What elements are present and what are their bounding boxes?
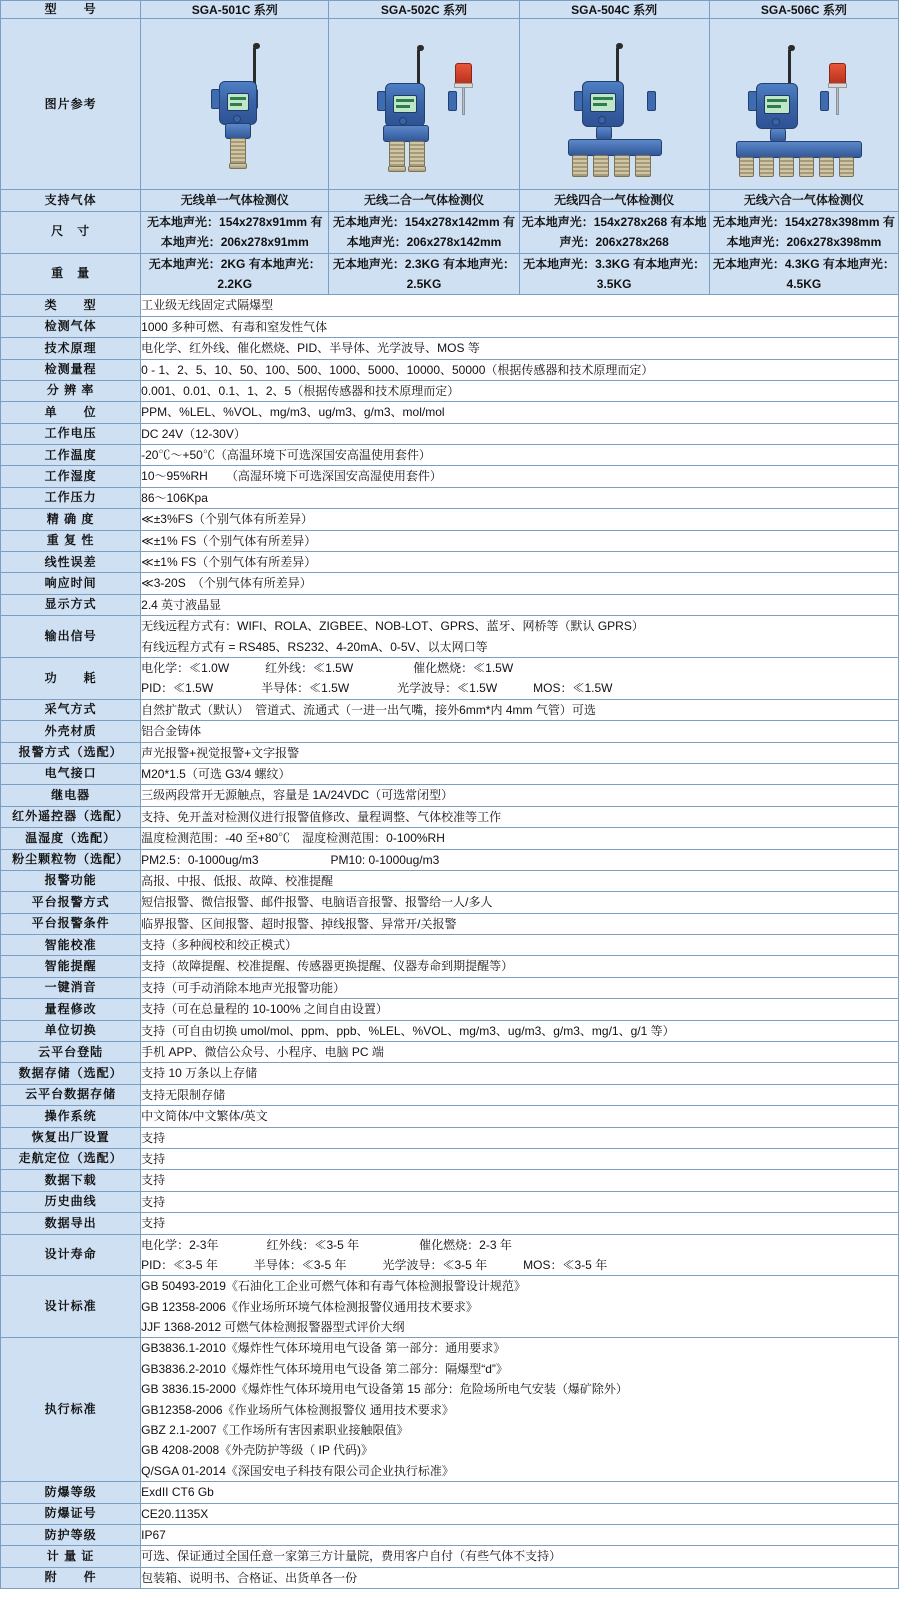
table-row-spec [1, 1338, 899, 1482]
row-label: 温湿度（选配） [1, 828, 141, 849]
row-value [141, 295, 899, 316]
row-value-line: 温度检测范围：-40 至+80℃ 湿度检测范围：0-100%RH [141, 831, 445, 846]
table-row-spec [1, 616, 899, 658]
row-value-line: GB 50493-2019《石油化工企业可燃气体和有毒气体检测报警设计规范》 [141, 1279, 526, 1294]
row-value [141, 828, 899, 849]
row-value [141, 1503, 899, 1524]
row-value-line: DC 24V（12-30V） [141, 426, 246, 441]
table-row-spec [1, 1127, 899, 1148]
row-label: 显示方式 [1, 594, 141, 615]
row-label: 智能提醒 [1, 956, 141, 977]
row-value-line: 可选、保证通过全国任意一家第三方计量院，费用客户自付（有些气体不支持） [141, 1549, 562, 1564]
row-value [141, 849, 899, 870]
alarm-beacon-icon [829, 63, 846, 85]
device-image-cell-3 [519, 19, 709, 190]
table-row-model-header [1, 1, 899, 19]
table-row-spec [1, 1525, 899, 1546]
row-value-line: 电化学：2-3年 红外线：≪3-5 年 催化燃烧：2-3 年 [141, 1237, 512, 1252]
table-row-spec [1, 1191, 899, 1212]
table-row-spec [1, 445, 899, 466]
row-value-line: -20℃～+50℃（高温环境下可选深国安高温使用套件） [141, 448, 431, 463]
row-value-line: ≪±1% FS（个别气体有所差异） [141, 533, 317, 548]
row-label: 分 辨 率 [1, 380, 141, 401]
row-label: 计 量 证 [1, 1546, 141, 1567]
row-value-line: GB12358-2006《作业场所气体检测报警仪 通用技术要求》 [141, 1402, 454, 1417]
table-row-spec [1, 956, 899, 977]
device-image-cell-1 [141, 19, 329, 190]
row-label: 恢复出厂设置 [1, 1127, 141, 1148]
table-row-spec [1, 1503, 899, 1524]
row-label: 电气接口 [1, 763, 141, 784]
row-label: 线性误差 [1, 552, 141, 573]
weight-2 [329, 253, 519, 295]
row-label: 操作系统 [1, 1106, 141, 1127]
row-label: 继电器 [1, 785, 141, 806]
row-label: 类 型 [1, 295, 141, 316]
table-row-spec [1, 1546, 899, 1567]
row-value [141, 1213, 899, 1234]
row-value [141, 1276, 899, 1338]
row-value-line: ≪3-20S （个别气体有所差异） [141, 576, 312, 591]
table-row-spec [1, 380, 899, 401]
weight-1-line-2: 有本地声光：2.2KG [217, 256, 321, 291]
row-label: 工作压力 [1, 487, 141, 508]
table-row-spec [1, 1084, 899, 1105]
table-body [1, 1, 899, 1589]
model-header-2: SGA-502C 系列 [329, 1, 519, 19]
table-row-spec [1, 699, 899, 720]
table-row-spec [1, 935, 899, 956]
row-value [141, 1482, 899, 1503]
row-label: 一键消音 [1, 977, 141, 998]
row-label: 粉尘颗粒物（选配） [1, 849, 141, 870]
row-value [141, 699, 899, 720]
row-value [141, 466, 899, 487]
supported-gas-4: 无线六合一气体检测仪 [709, 190, 898, 211]
row-value [141, 616, 899, 658]
row-value-line: 无线远程方式有：WIFI、ROLA、ZIGBEE、NOB-LOT、GPRS、蓝牙、网桥等（默认 GPRS） [141, 619, 644, 634]
table-row-spec [1, 295, 899, 316]
row-value-line: 三级两段常开无源触点，容量是 1A/24VDC（可选常闭型） [141, 788, 454, 803]
row-label: 报警方式（选配） [1, 742, 141, 763]
row-label-model: 型 号 [1, 1, 141, 19]
weight-2-line-2: 有本地声光：2.5KG [406, 256, 515, 291]
weight-3-line-2: 有本地声光：3.5KG [596, 256, 706, 291]
row-label-supported-gas: 支持气体 [1, 190, 141, 211]
row-label: 精 确 度 [1, 509, 141, 530]
table-row-spec [1, 806, 899, 827]
row-value [141, 1234, 899, 1276]
row-value [141, 1063, 899, 1084]
row-value-line: 有线远程方式有 = RS485、RS232、4-20mA、0-5V、以太网口等 [141, 639, 488, 654]
row-value [141, 445, 899, 466]
dimension-4-line-1: 无本地声光：154x278x398mm [712, 214, 880, 229]
row-value-line: 0 - 1、2、5、10、50、100、500、1000、5000、10000、50000（根据传感器和技术原理而定） [141, 362, 654, 377]
table-row-spec [1, 1170, 899, 1191]
row-value [141, 1127, 899, 1148]
row-label: 数据存储（选配） [1, 1063, 141, 1084]
row-value-line: GB 4208-2008《外壳防护等级（ IP 代码)》 [141, 1443, 373, 1458]
row-value-line: CE20.1135X [141, 1506, 209, 1521]
row-label: 工作湿度 [1, 466, 141, 487]
row-label: 数据导出 [1, 1213, 141, 1234]
table-row-spec [1, 1482, 899, 1503]
row-label: 检测气体 [1, 316, 141, 337]
row-value [141, 338, 899, 359]
table-row-dimension [1, 211, 899, 253]
row-value [141, 1191, 899, 1212]
table-row-spec [1, 402, 899, 423]
row-label: 附 件 [1, 1567, 141, 1588]
device-image-cell-2 [329, 19, 519, 190]
row-label: 防护等级 [1, 1525, 141, 1546]
row-value-line: PM2.5：0-1000ug/m3 PM10: 0-1000ug/m3 [141, 852, 440, 867]
table-row-spec [1, 530, 899, 551]
row-value-line: 手机 APP、微信公众号、小程序、电脑 PC 端 [141, 1045, 384, 1060]
row-value [141, 763, 899, 784]
row-value [141, 806, 899, 827]
row-value [141, 892, 899, 913]
row-label: 防爆等级 [1, 1482, 141, 1503]
row-value-line: 支持 [141, 1173, 166, 1188]
row-value [141, 1106, 899, 1127]
row-label: 功 耗 [1, 657, 141, 699]
row-value-line: 支持 [141, 1151, 166, 1166]
table-row-spec [1, 849, 899, 870]
dimension-4 [709, 211, 898, 253]
weight-1 [141, 253, 329, 295]
row-value-line: PPM、%LEL、%VOL、mg/m3、ug/m3、g/m3、mol/mol [141, 405, 445, 420]
row-label: 重 复 性 [1, 530, 141, 551]
table-row-spec [1, 913, 899, 934]
row-label: 报警功能 [1, 870, 141, 891]
row-value-line: 支持无限制存储 [141, 1087, 226, 1102]
row-label: 平台报警方式 [1, 892, 141, 913]
model-header-1: SGA-501C 系列 [141, 1, 329, 19]
table-row-spec [1, 1106, 899, 1127]
row-value [141, 509, 899, 530]
row-label: 智能校准 [1, 935, 141, 956]
table-row-spec [1, 742, 899, 763]
weight-4 [709, 253, 898, 295]
row-value [141, 594, 899, 615]
dimension-1-line-1: 无本地声光：154x278x91mm [147, 214, 308, 229]
table-row-spec [1, 763, 899, 784]
table-row-spec [1, 573, 899, 594]
row-value-line: 短信报警、微信报警、邮件报警、电脑语音报警、报警给一人/多人 [141, 895, 493, 910]
table-row-supported-gas [1, 190, 899, 211]
row-value [141, 1338, 899, 1482]
table-row-spec [1, 1276, 899, 1338]
weight-2-line-1: 无本地声光：2.3KG [332, 256, 440, 271]
row-value [141, 487, 899, 508]
row-value [141, 423, 899, 444]
row-value-line: 电化学：≪1.0W 红外线：≪1.5W 催化燃烧：≪1.5W [141, 660, 514, 675]
table-row-spec [1, 1213, 899, 1234]
dimension-1 [141, 211, 329, 253]
row-value [141, 913, 899, 934]
row-value [141, 721, 899, 742]
row-value [141, 1170, 899, 1191]
row-label: 外壳材质 [1, 721, 141, 742]
row-value [141, 1148, 899, 1169]
row-value-line: 1000 多种可燃、有毒和窒发性气体 [141, 319, 328, 334]
row-value [141, 380, 899, 401]
table-row-spec [1, 1148, 899, 1169]
row-value [141, 1020, 899, 1041]
table-row-spec [1, 1567, 899, 1588]
row-value [141, 999, 899, 1020]
table-row-spec [1, 594, 899, 615]
table-row-spec [1, 359, 899, 380]
row-label: 检测量程 [1, 359, 141, 380]
table-row-spec [1, 657, 899, 699]
row-value-line: 支持 10 万条以上存储 [141, 1066, 258, 1081]
row-value [141, 657, 899, 699]
row-value-line: 支持（故障提醒、校准提醒、传感器更换提醒、仪器寿命到期提醒等） [141, 959, 514, 974]
table-row-spec [1, 870, 899, 891]
row-label-dimension: 尺 寸 [1, 211, 141, 253]
weight-3-line-1: 无本地声光：3.3KG [523, 256, 630, 271]
row-value-line: 支持 [141, 1194, 166, 1209]
row-value-line: 包装箱、说明书、合格证、出货单各一份 [141, 1570, 358, 1585]
row-label: 工作电压 [1, 423, 141, 444]
table-row-spec [1, 892, 899, 913]
table-row-weight [1, 253, 899, 295]
row-label: 单位切换 [1, 1020, 141, 1041]
row-label: 响应时间 [1, 573, 141, 594]
table-row-spec [1, 1042, 899, 1063]
row-value [141, 870, 899, 891]
row-label-weight: 重 量 [1, 253, 141, 295]
row-label: 工作温度 [1, 445, 141, 466]
table-row-spec [1, 1234, 899, 1276]
row-value-line: M20*1.5（可选 G3/4 螺纹） [141, 766, 291, 781]
row-value-line: ≪±1% FS（个别气体有所差异） [141, 555, 317, 570]
row-value-line: 支持（可手动消除本地声光报警功能） [141, 980, 346, 995]
row-value [141, 316, 899, 337]
supported-gas-2: 无线二合一气体检测仪 [329, 190, 519, 211]
table-row-spec [1, 999, 899, 1020]
row-value [141, 935, 899, 956]
supported-gas-3: 无线四合一气体检测仪 [519, 190, 709, 211]
row-label: 防爆证号 [1, 1503, 141, 1524]
dimension-1-line-2: 有本地声光：206x278x91mm [160, 214, 323, 250]
table-row-spec [1, 552, 899, 573]
row-value [141, 956, 899, 977]
weight-3 [519, 253, 709, 295]
row-value-line: 支持、免开盖对检测仪进行报警值修改、量程调整、气体校准等工作 [141, 809, 502, 824]
dimension-4-line-2: 有本地声光：206x278x398mm [726, 214, 895, 250]
table-row-spec [1, 785, 899, 806]
row-label: 平台报警条件 [1, 913, 141, 934]
table-row-spec [1, 721, 899, 742]
row-value-line: 支持（可在总量程的 10-100% 之间自由设置） [141, 1002, 388, 1017]
row-value-line: JJF 1368-2012 可燃气体检测报警器型式评价大纲 [141, 1320, 405, 1335]
row-value-line: GB 3836.15-2000《爆炸性气体环境用电气设备第 15 部分：危险场所电气安装（爆矿除外） [141, 1382, 628, 1397]
wireless-six-in-one-gas-detector-illustration [710, 19, 898, 189]
row-label: 执行标准 [1, 1338, 141, 1482]
table-row-spec [1, 1063, 899, 1084]
dimension-3 [519, 211, 709, 253]
row-value-line: ExdII CT6 Gb [141, 1485, 214, 1500]
row-value-line: 自然扩散式（默认） 管道式、流通式（一进一出气嘴，接外6mm*内 4mm 气管）可选 [141, 702, 596, 717]
row-value-line: 工业级无线固定式隔爆型 [141, 298, 274, 313]
row-value-line: 中文简体/中文繁体/英文 [141, 1109, 268, 1124]
row-value-line: 86～106Kpa [141, 490, 208, 505]
table-row-spec [1, 316, 899, 337]
row-value-line: 支持（可自由切换 umol/mol、ppm、ppb、%LEL、%VOL、mg/m3、ug/m3、g/m3、mg/1、g/1 等） [141, 1023, 675, 1038]
row-value-line: ≪±3%FS（个别气体有所差异） [141, 512, 313, 527]
row-value [141, 1546, 899, 1567]
row-value [141, 402, 899, 423]
row-label: 量程修改 [1, 999, 141, 1020]
dimension-2 [329, 211, 519, 253]
row-value-line: GB3836.2-2010《爆炸性气体环境用电气设备 第二部分：隔爆型“d”》 [141, 1361, 508, 1376]
row-label: 走航定位（选配） [1, 1148, 141, 1169]
row-value-line: 高报、中报、低报、故障、校准提醒 [141, 873, 334, 888]
row-value [141, 573, 899, 594]
row-label: 技术原理 [1, 338, 141, 359]
row-value-line: PID：≪1.5W 半导体：≪1.5W 光学波导：≪1.5W MOS：≪1.5W [141, 681, 613, 696]
table-row-spec [1, 338, 899, 359]
row-value [141, 1525, 899, 1546]
row-label: 云平台登陆 [1, 1042, 141, 1063]
row-value-line: 临界报警、区间报警、超时报警、掉线报警、异常开/关报警 [141, 916, 457, 931]
row-label: 采气方式 [1, 699, 141, 720]
row-value-line: 支持 [141, 1130, 166, 1145]
weight-4-line-1: 无本地声光：4.3KG [712, 256, 820, 271]
dimension-3-line-2: 有本地声光：206x278x268 [559, 214, 707, 250]
row-label: 单 位 [1, 402, 141, 423]
dimension-2-line-1: 无本地声光：154x278x142mm [332, 214, 500, 229]
row-value-line: 10～95%RH （高湿环境下可选深国安高湿使用套件） [141, 469, 442, 484]
row-value-line: GB3836.1-2010《爆炸性气体环境用电气设备 第一部分：通用要求》 [141, 1341, 506, 1356]
row-value-line: 电化学、红外线、催化燃烧、PID、半导体、光学波导、MOS 等 [141, 341, 480, 356]
supported-gas-1: 无线单一气体检测仪 [141, 190, 329, 211]
model-header-3: SGA-504C 系列 [519, 1, 709, 19]
row-value [141, 977, 899, 998]
row-label: 输出信号 [1, 616, 141, 658]
row-value [141, 359, 899, 380]
dimension-2-line-2: 有本地声光：206x278x142mm [346, 214, 515, 250]
row-value-line: 0.001、0.01、0.1、1、2、5（根据传感器和技术原理而定） [141, 383, 460, 398]
table-row-spec [1, 977, 899, 998]
table-row-spec [1, 423, 899, 444]
wireless-four-in-one-gas-detector-illustration [520, 19, 709, 189]
row-value [141, 552, 899, 573]
row-value [141, 530, 899, 551]
row-value-line: Q/SGA 01-2014《深国安电子科技有限公司企业执行标准》 [141, 1463, 454, 1478]
row-label: 红外遥控器（选配） [1, 806, 141, 827]
table-row-spec [1, 487, 899, 508]
row-label: 历史曲线 [1, 1191, 141, 1212]
row-value-line: 支持（多种阀校和绞正模式） [141, 938, 298, 953]
weight-4-line-2: 有本地声光：4.5KG [786, 256, 895, 291]
device-image-cell-4 [709, 19, 898, 190]
table-row-image-reference [1, 19, 899, 190]
row-label-image-reference: 图片参考 [1, 19, 141, 190]
table-row-spec [1, 509, 899, 530]
row-value-line: PID：≪3-5 年 半导体：≪3-5 年 光学波导：≪3-5 年 MOS：≪3-5 年 [141, 1257, 608, 1272]
row-value-line: 铝合金铸体 [141, 724, 202, 739]
row-value-line: GBZ 2.1-2007《工作场所有害因素职业接触限值》 [141, 1423, 409, 1438]
table-row-spec [1, 466, 899, 487]
model-header-4: SGA-506C 系列 [709, 1, 898, 19]
row-label: 数据下载 [1, 1170, 141, 1191]
row-value-line: 支持 [141, 1216, 166, 1231]
table-row-spec [1, 828, 899, 849]
row-value-line: IP67 [141, 1528, 166, 1542]
row-label: 云平台数据存储 [1, 1084, 141, 1105]
wireless-single-gas-detector-illustration [141, 19, 328, 189]
row-value [141, 785, 899, 806]
weight-1-line-1: 无本地声光：2KG [148, 256, 246, 271]
row-value-line: GB 12358-2006《作业场所环境气体检测报警仪通用技术要求》 [141, 1299, 478, 1314]
row-value-line: 2.4 英寸液晶显 [141, 597, 222, 612]
row-value-line: 声光报警+视觉报警+文字报警 [141, 745, 300, 760]
row-value [141, 742, 899, 763]
alarm-beacon-icon [455, 63, 472, 85]
row-value [141, 1084, 899, 1105]
row-label: 设计标准 [1, 1276, 141, 1338]
row-label: 设计寿命 [1, 1234, 141, 1276]
row-value [141, 1567, 899, 1588]
dimension-3-line-1: 无本地声光：154x278x268 [521, 214, 668, 229]
table-row-spec [1, 1020, 899, 1041]
row-value [141, 1042, 899, 1063]
wireless-two-in-one-gas-detector-illustration [329, 19, 518, 189]
